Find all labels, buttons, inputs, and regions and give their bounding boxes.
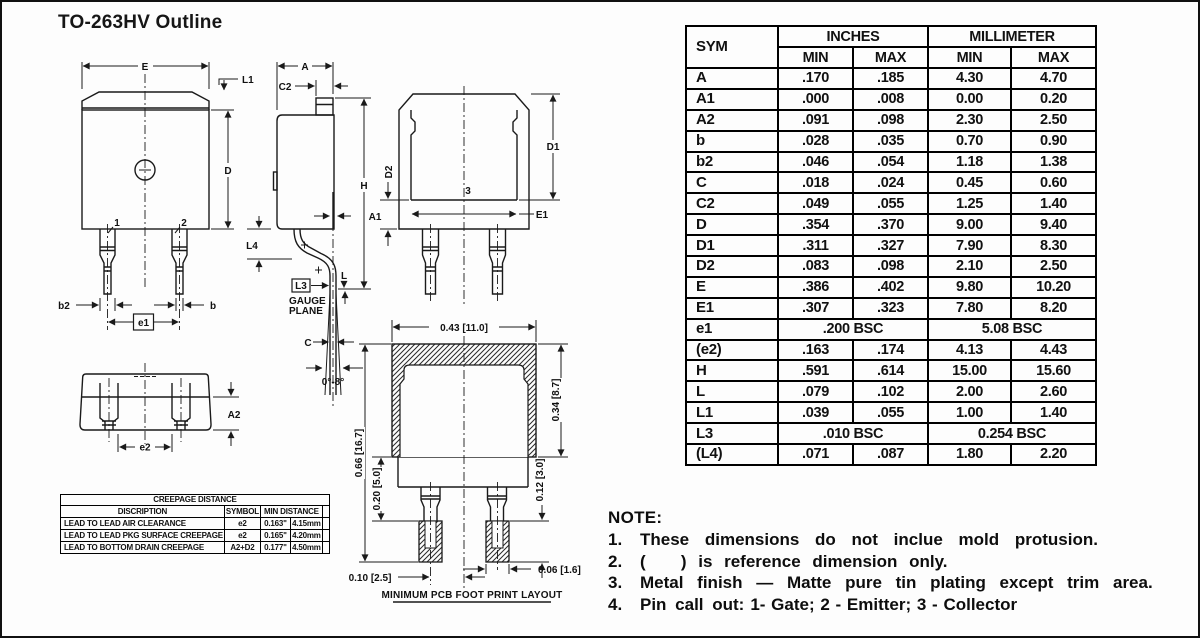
dim-row-E1 [686,298,1096,319]
dim-cell-sym: E [686,277,778,298]
dim-cell-mm-min: 1.25 [928,193,1011,214]
note-number: 4. [608,594,623,614]
note-text: Pin call out: [640,594,745,614]
dim-row-A1 [686,89,1096,110]
dim-header-mm-min: MIN [928,47,1011,68]
dim-cell-sym: D2 [686,256,778,277]
dim-row-b [686,131,1096,152]
dim-cell-in-min: .163 [778,340,853,361]
side-view [274,58,385,408]
creepage-header-void [322,506,329,518]
dim-cell-in-max: .323 [853,298,928,319]
dim-cell-in-min: .046 [778,152,853,173]
dimension-table [685,25,1097,466]
creepage-cell-symbol: e2 [224,530,260,542]
dim-cell-in-min: .049 [778,193,853,214]
dim-cell-mm-max: 9.40 [1011,214,1096,235]
dim-cell-mm-min: 9.00 [928,214,1011,235]
note-number: 3. [608,573,623,592]
footprint-center-to-lead-label: 0.10 [2.5] [348,573,392,584]
footprint-lead-pad-height-label: 0.12 [3.0] [535,458,546,502]
creepage-cell-symbol: A2+D2 [224,542,260,554]
dim-table-body [686,68,1096,465]
dim-cell-mm-min: 2.10 [928,256,1011,277]
back-view [380,86,562,304]
dim-cell-mm-min: 0.45 [928,172,1011,193]
front-dim-e1-label: e1 [137,318,150,329]
dim-header-inches: INCHES [778,26,928,47]
creepage-header-row [61,506,330,518]
creepage-cell-mm: 4.50mm [292,542,321,552]
dim-cell-inches-bsc: .200 BSC [778,319,928,340]
dim-cell-sym: E1 [686,298,778,319]
dim-cell-in-max: .035 [853,131,928,152]
footprint-width-label: 0.43 [11.0] [440,323,488,334]
dim-row-L4 [686,444,1096,465]
creepage-cell-void [322,530,329,542]
creepage-cell-symbol: e2 [224,518,260,530]
front-view [58,58,292,330]
dim-cell-inches-bsc: .010 BSC [778,423,928,444]
dim-cell-mm-max: 4.70 [1011,68,1096,89]
dim-cell-mm-max: 4.43 [1011,340,1096,361]
side-dim-h-label: H [360,181,368,192]
dim-cell-in-min: .311 [778,235,853,256]
creepage-cell-description: LEAD TO LEAD PKG SURFACE CREEPAGE [61,530,225,542]
dim-header-mm-max: MAX [1011,47,1096,68]
lead-angle-label: 0°-8° [321,377,345,388]
dim-cell-in-min: .591 [778,360,853,381]
dim-cell-sym: H [686,360,778,381]
dim-row-e2 [686,340,1096,361]
dim-row-L [686,381,1096,402]
side-dim-a-label: A [301,62,309,73]
dim-cell-in-max: .098 [853,256,928,277]
dim-cell-mm-max: 0.90 [1011,131,1096,152]
dim-row-D2 [686,256,1096,277]
dim-cell-in-max: .402 [853,277,928,298]
dim-row-H [686,360,1096,381]
dim-cell-in-max: .102 [853,381,928,402]
dim-cell-in-max: .087 [853,444,928,465]
dim-cell-in-max: .174 [853,340,928,361]
dim-cell-mm-min: 0.00 [928,89,1011,110]
note-pin-callout: 1- Gate; 2 - Emitter; 3 - Collector [750,594,1018,614]
footprint-pad-height-label: 0.34 [8.7] [551,378,562,422]
dim-row-C2 [686,193,1096,214]
dim-cell-mm-bsc: 5.08 BSC [928,319,1096,340]
dim-cell-mm-max: 2.60 [1011,381,1096,402]
back-dim-d2-label: D2 [384,165,395,179]
dim-cell-mm-min: 4.13 [928,340,1011,361]
creepage-cell-inches: 0.163" [260,518,290,530]
dim-cell-in-min: .028 [778,131,853,152]
creepage-title: CREEPAGE DISTANCE [61,495,330,506]
dim-cell-mm-min: 2.30 [928,110,1011,131]
creepage-header-min-distance: MIN DISTANCE [260,506,322,518]
dim-cell-in-min: .083 [778,256,853,277]
dim-cell-in-min: .307 [778,298,853,319]
front-dim-e-label: E [141,62,149,73]
note-text: ( ) is reference dimension only. [640,551,948,571]
dim-cell-mm-max: 2.50 [1011,256,1096,277]
dim-cell-in-max: .055 [853,193,928,214]
dim-row-A [686,68,1096,89]
dim-cell-in-max: .024 [853,172,928,193]
dim-cell-mm-max: 10.20 [1011,277,1096,298]
dim-cell-mm-min: 4.30 [928,68,1011,89]
side-dim-c-label: C [304,338,312,349]
dim-cell-mm-min: 1.18 [928,152,1011,173]
dim-header-millimeter: MILLIMETER [928,26,1096,47]
creepage-table-body [61,518,330,554]
creepage-cell-description: LEAD TO BOTTOM DRAIN CREEPAGE [61,542,225,554]
dim-cell-mm-min: 7.90 [928,235,1011,256]
dim-row-D [686,214,1096,235]
dim-cell-mm-min: 7.80 [928,298,1011,319]
front-dim-l1-label: L1 [242,75,254,86]
footprint-inner-height-label: 0.20 [5.0] [372,467,383,511]
note-item [608,572,1194,594]
dim-cell-sym: A1 [686,89,778,110]
dim-cell-sym: A [686,68,778,89]
bottom-dim-a2-label: A2 [227,410,241,421]
dim-cell-in-max: .185 [853,68,928,89]
creepage-row [61,530,330,542]
dim-header-in-min: MIN [778,47,853,68]
dim-cell-sym: e1 [686,319,778,340]
dim-cell-in-min: .386 [778,277,853,298]
footprint-lead-pad-width-label: 0.06 [1.6] [538,565,581,576]
dim-cell-in-max: .008 [853,89,928,110]
dim-cell-in-min: .018 [778,172,853,193]
creepage-cell-mm: 4.15mm [292,518,321,528]
dim-cell-mm-max: 8.30 [1011,235,1096,256]
dim-cell-mm-max: 8.20 [1011,298,1096,319]
footprint-height-label: 0.66 [16.7] [354,428,365,478]
creepage-header-description: DISCRIPTION [61,506,225,518]
notes-list [608,529,1194,615]
dim-cell-in-max: .370 [853,214,928,235]
gauge-word-label: GAUGE [289,296,326,307]
dim-row-e1 [686,319,1096,340]
page-title: TO-263HV Outline [58,12,223,33]
dim-cell-in-min: .039 [778,402,853,423]
dim-cell-in-max: .054 [853,152,928,173]
dim-row-D1 [686,235,1096,256]
pin-1-label: 1 [114,218,120,229]
side-dim-l3-label: L3 [295,281,307,292]
creepage-table [60,494,330,554]
dim-cell-sym: L3 [686,423,778,444]
dim-cell-sym: b [686,131,778,152]
dim-row-E [686,277,1096,298]
note-number: 1. [608,530,623,549]
note-number: 2. [608,551,623,571]
plane-word-label: PLANE [289,306,323,317]
dim-cell-mm-max: 2.50 [1011,110,1096,131]
notes-section [608,508,1194,615]
creepage-cell-inches: 0.165" [260,530,290,542]
note-item [608,529,1194,551]
pin-3-label: 3 [465,186,471,197]
dim-row-C [686,172,1096,193]
dim-cell-mm-bsc: 0.254 BSC [928,423,1096,444]
dim-cell-sym: C2 [686,193,778,214]
dim-cell-in-min: .170 [778,68,853,89]
creepage-row [61,518,330,530]
dim-cell-in-max: .614 [853,360,928,381]
dim-row-L3 [686,423,1096,444]
dim-cell-in-min: .354 [778,214,853,235]
dim-cell-mm-max: 1.40 [1011,402,1096,423]
side-dim-a1-label: A1 [368,212,382,223]
note-text: Metal finish — Matte pure tin plating except trim area. [640,573,1153,592]
dim-cell-mm-min: 9.80 [928,277,1011,298]
dim-cell-in-min: .091 [778,110,853,131]
bottom-view [80,363,241,454]
front-dim-b-label: b [209,301,217,312]
dim-cell-sym: L [686,381,778,402]
note-item [608,551,1194,573]
dim-cell-mm-max: 2.20 [1011,444,1096,465]
back-dim-d1-label: D1 [546,142,560,153]
dim-cell-sym: D1 [686,235,778,256]
creepage-cell-mm: 4.20mm [292,530,321,540]
creepage-row [61,542,330,554]
side-dim-c2-label: C2 [278,82,292,93]
dim-table-header-row-1 [686,26,1096,47]
back-dim-e1-label: E1 [535,210,549,221]
front-dim-l4-label: L4 [246,241,258,252]
note-item [608,594,1194,616]
dim-cell-mm-min: 15.00 [928,360,1011,381]
dim-cell-mm-max: 1.40 [1011,193,1096,214]
dim-cell-in-min: .000 [778,89,853,110]
dim-header-sym: SYM [686,26,778,68]
dim-cell-mm-max: 0.60 [1011,172,1096,193]
notes-heading: NOTE: [608,508,663,527]
dim-cell-in-max: .098 [853,110,928,131]
bottom-dim-e2-label: e2 [139,442,151,454]
dim-row-b2 [686,152,1096,173]
creepage-title-row [61,495,330,506]
dim-cell-mm-max: 0.20 [1011,89,1096,110]
dim-cell-sym: (L4) [686,444,778,465]
dim-cell-sym: C [686,172,778,193]
dim-header-in-max: MAX [853,47,928,68]
dim-cell-sym: b2 [686,152,778,173]
dim-cell-mm-max: 1.38 [1011,152,1096,173]
creepage-cell-description: LEAD TO LEAD AIR CLEARANCE [61,518,225,530]
dim-row-A2 [686,110,1096,131]
front-dim-b2-label: b2 [58,301,70,312]
note-text: These dimensions do not inclue mold protusion. [640,530,1098,549]
creepage-cell-inches: 0.177" [260,542,290,554]
dim-cell-mm-min: 1.80 [928,444,1011,465]
dim-cell-mm-min: 0.70 [928,131,1011,152]
front-dim-d-label: D [224,166,232,177]
dim-cell-mm-max: 15.60 [1011,360,1096,381]
dim-cell-in-max: .055 [853,402,928,423]
dim-cell-in-min: .079 [778,381,853,402]
dim-cell-sym: D [686,214,778,235]
creepage-cell-void [322,518,329,530]
side-dim-l-label: L [340,271,348,282]
creepage-header-symbol: SYMBOL [225,506,259,516]
dim-row-L1 [686,402,1096,423]
dim-cell-sym: (e2) [686,340,778,361]
dim-cell-sym: A2 [686,110,778,131]
footprint-caption: MINIMUM PCB FOOT PRINT LAYOUT [381,590,563,601]
dim-cell-in-max: .327 [853,235,928,256]
dim-cell-in-min: .071 [778,444,853,465]
dim-cell-mm-min: 2.00 [928,381,1011,402]
dim-cell-mm-min: 1.00 [928,402,1011,423]
creepage-cell-void [322,542,329,554]
dim-cell-sym: L1 [686,402,778,423]
pin-2-label: 2 [181,218,187,229]
pcb-footprint [349,319,581,602]
